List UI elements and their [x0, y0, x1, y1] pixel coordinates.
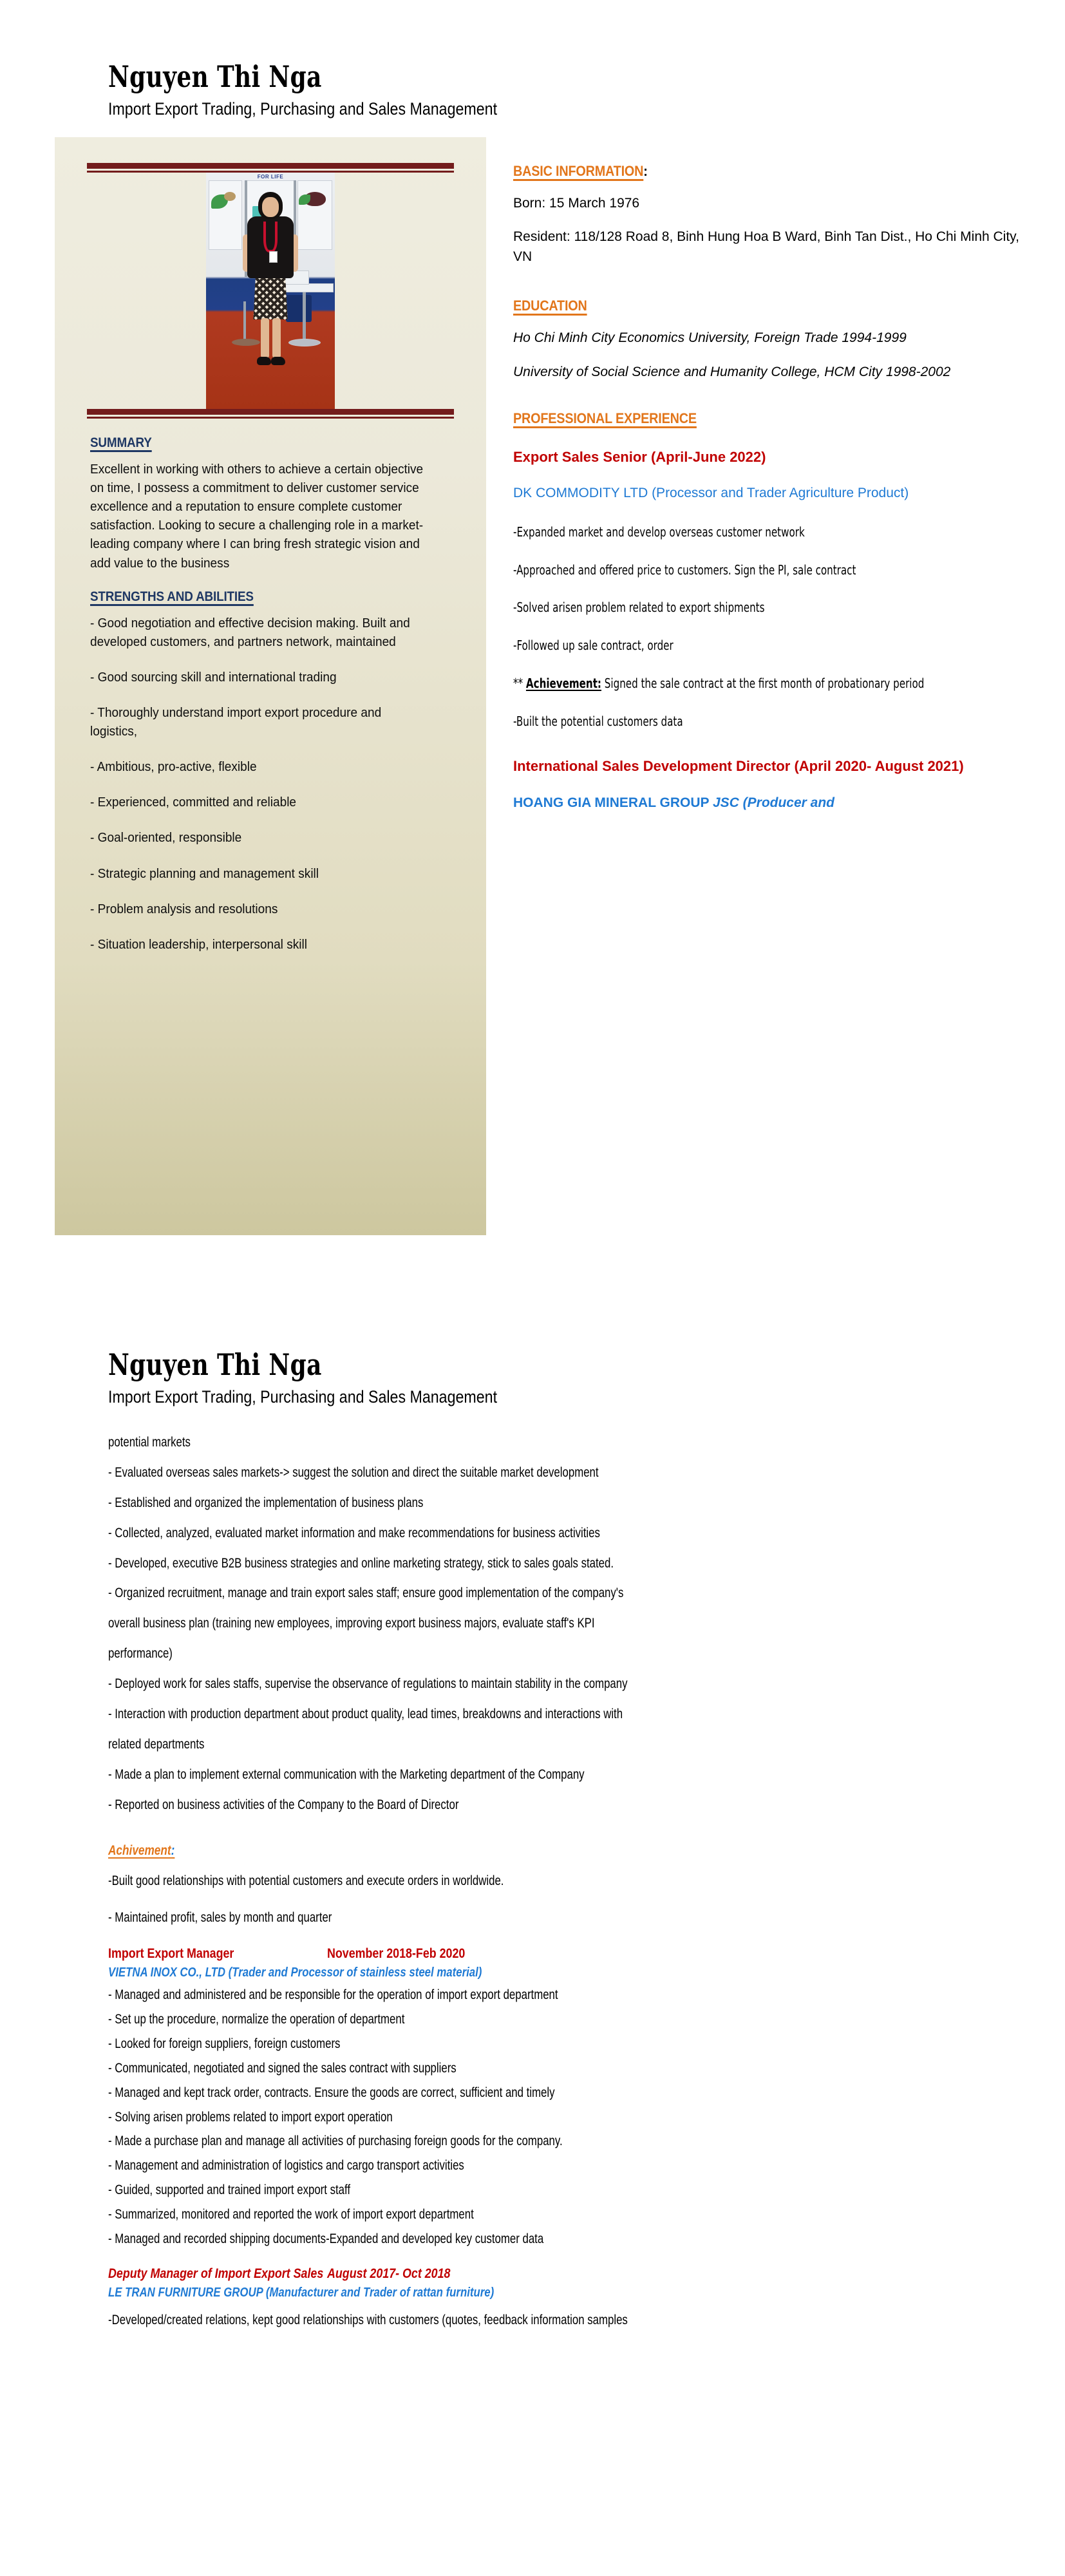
- continued-line: - Developed, executive B2B business strategies and online marketing strategy, stick to sales goals stated.: [108, 1555, 614, 1571]
- page2-header: [0, 1288, 1065, 1408]
- achievement-colon: :: [171, 1843, 175, 1859]
- seeds-graphic: [224, 192, 236, 201]
- strength-item: - Good sourcing skill and international trading: [90, 669, 337, 685]
- job-company-descriptor: JSC (Producer and: [712, 795, 835, 810]
- continued-line: - Made a plan to implement external communication with the Marketing department of the Company: [108, 1766, 585, 1782]
- resume-page-2: [0, 1288, 1065, 2576]
- education-item: University of Social Science and Humanity College, HCM City 1998-2002: [513, 364, 951, 379]
- achievement-prefix: **: [513, 675, 526, 691]
- strengths-heading: STRENGTHS AND ABILITIES: [90, 589, 254, 604]
- strength-item: - Ambitious, pro-active, flexible: [90, 759, 257, 775]
- person-leg-left: [261, 318, 269, 358]
- job-company: VIETNA INOX CO., LTD (Trader and Processor of stainless steel material): [108, 1965, 482, 1980]
- person-badge: [269, 251, 278, 263]
- achievement-label: Achievement:: [525, 675, 601, 691]
- job-title: Import Export Manager: [108, 1946, 234, 1962]
- continued-line: - Organized recruitment, manage and train export sales staff; ensure good implementation of the company's: [108, 1586, 624, 1601]
- strength-item: - Goal-oriented, responsible: [90, 830, 242, 846]
- job-bullet: - Solving arisen problems related to import export operation: [108, 2109, 393, 2125]
- job-bullet: - Managed and kept track order, contracts. Ensure the goods are correct, sufficient and timely: [108, 2085, 555, 2100]
- job-title: International Sales Development Director (April 2020- August 2021): [513, 758, 964, 775]
- job-bullet: - Looked for foreign suppliers, foreign customers: [108, 2036, 341, 2051]
- photo-frame: [90, 163, 451, 419]
- page1-columns: [0, 137, 1065, 1235]
- job-bullet: - Guided, supported and trained import export staff: [108, 2183, 351, 2198]
- achievement-label: Achivement: [108, 1843, 171, 1859]
- job-bullet: - Managed and recorded shipping documents-Expanded and developed key customer data: [108, 2231, 544, 2246]
- continued-line: related departments: [108, 1736, 205, 1752]
- continued-line: overall business plan (training new employees, improving export business majors, evaluate staff's KPI: [108, 1616, 595, 1631]
- booth-banner-text: FOR LIFE: [257, 174, 284, 180]
- education-item: Ho Chi Minh City Economics University, Foreign Trade 1994-1999: [513, 330, 907, 346]
- basic-information-colon: :: [643, 163, 648, 180]
- education-heading: EDUCATION: [513, 298, 587, 314]
- continued-line: - Collected, analyzed, evaluated market information and make recommendations for business activities: [108, 1525, 600, 1540]
- continued-line: - Established and organized the implementation of business plans: [108, 1495, 424, 1510]
- job-bullet: -Built the potential customers data: [513, 713, 683, 729]
- strength-item: - Strategic planning and management skill: [90, 866, 319, 881]
- job-company: DK COMMODITY LTD (Processor and Trader Agriculture Product): [513, 486, 909, 501]
- job-bullet: - Made a purchase plan and manage all activities of purchasing foreign goods for the company.: [108, 2134, 563, 2149]
- spacer: [108, 1826, 1026, 1843]
- achievement-line: -Built good relationships with potential customers and execute orders in worldwide.: [108, 1873, 504, 1889]
- job-dates: November 2018-Feb 2020: [327, 1946, 466, 1962]
- job-bullet: - Summarized, monitored and reported the work of import export department: [108, 2207, 474, 2222]
- candidate-photo: [206, 173, 335, 409]
- job-bullet: -Expanded market and develop overseas customer network: [513, 524, 805, 540]
- continued-line: performance): [108, 1646, 173, 1662]
- job-heading-row: [108, 2266, 889, 2282]
- job-company-name: HOANG GIA MINERAL GROUP: [513, 795, 713, 810]
- summary-text: Excellent in working with others to achieve a certain objective on time, I possess a commitment to deliver customer service excellence and a reputation to ensure complete customer satisfaction. Looking to secure a challenging role in a market-leading company where I can bring fresh strategic vision and add value to the business: [90, 462, 424, 571]
- person-figure: [235, 173, 306, 409]
- job-bullet: -Developed/created relations, kept good relationships with customers (quotes, feedback information samples: [108, 2312, 628, 2327]
- professional-experience-heading: PROFESSIONAL EXPERIENCE: [513, 410, 697, 427]
- basic-information-heading: [513, 163, 981, 180]
- job-dates: August 2017- Oct 2018: [327, 2266, 451, 2281]
- job-bullet: - Management and administration of logistics and cargo transport activities: [108, 2158, 464, 2174]
- continued-line: - Deployed work for sales staffs, supervise the observance of regulations to maintain stability in the company: [108, 1676, 628, 1692]
- page2-body: [0, 1408, 1065, 2329]
- page1-header: [0, 0, 1065, 120]
- person-face: [262, 197, 279, 217]
- person-lanyard: [263, 222, 278, 252]
- photo-top-rule: [87, 163, 454, 173]
- job-bullet: - Managed and administered and be responsible for the operation of import export department: [108, 1987, 558, 2003]
- candidate-subtitle: Import Export Trading, Purchasing and Sales Management: [108, 99, 498, 119]
- job-bullet: -Approached and offered price to customers. Sign the PI, sale contract: [513, 562, 856, 578]
- resident-line: Resident: 118/128 Road 8, Binh Hung Hoa B Ward, Binh Tan Dist., Ho Chi Minh City, VN: [513, 229, 1019, 264]
- sidebar: [55, 137, 486, 1235]
- continued-line: potential markets: [108, 1435, 191, 1450]
- person-shoe-left: [257, 357, 271, 365]
- strength-item: - Problem analysis and resolutions: [90, 901, 278, 916]
- achievement-heading: [108, 1843, 861, 1859]
- job-bullet: -Solved arisen problem related to export shipments: [513, 600, 765, 616]
- born-line: Born: 15 March 1976: [513, 196, 640, 211]
- person-shoe-right: [271, 357, 285, 365]
- job-heading-row: [108, 1946, 889, 1962]
- main-column: [486, 137, 1065, 813]
- strength-item: - Experienced, committed and reliable: [90, 795, 297, 810]
- strength-item: - Good negotiation and effective decision making. Built and developed customers, and partners network, maintained: [90, 615, 410, 649]
- job-title: Export Sales Senior (April-June 2022): [513, 449, 766, 466]
- strength-item: - Situation leadership, interpersonal skill: [90, 936, 307, 952]
- job-title: Deputy Manager of Import Export Sales: [108, 2266, 324, 2281]
- summary-heading: SUMMARY: [90, 435, 152, 451]
- candidate-subtitle: Import Export Trading, Purchasing and Sales Management: [108, 1387, 498, 1407]
- job-bullet: - Communicated, negotiated and signed the sales contract with suppliers: [108, 2060, 457, 2076]
- candidate-name: Nguyen Thi Nga: [108, 1347, 322, 1382]
- photo-bottom-rule: [87, 409, 454, 419]
- continued-line: - Interaction with production department about product quality, lead times, breakdowns and interactions with: [108, 1706, 623, 1721]
- basic-information-heading-text: BASIC INFORMATION: [513, 163, 644, 180]
- job-bullet: -Followed up sale contract, order: [513, 638, 674, 654]
- job-company: [513, 792, 1033, 814]
- person-leg-right: [272, 318, 281, 358]
- achievement-line: - Maintained profit, sales by month and quarter: [108, 1910, 332, 1926]
- continued-line: - Evaluated overseas sales markets-> suggest the solution and direct the suitable market development: [108, 1464, 599, 1480]
- strength-item: - Thoroughly understand import export procedure and logistics,: [90, 705, 382, 739]
- job-company: LE TRAN FURNITURE GROUP (Manufacturer and Trader of rattan furniture): [108, 2285, 495, 2300]
- continued-line: - Reported on business activities of the Company to the Board of Director: [108, 1797, 459, 1812]
- achievement-text: Signed the sale contract at the first month of probationary period: [601, 675, 925, 691]
- job-achievement: [513, 674, 939, 694]
- candidate-name: Nguyen Thi Nga: [108, 59, 322, 94]
- job-bullet: - Set up the procedure, normalize the operation of department: [108, 2012, 405, 2027]
